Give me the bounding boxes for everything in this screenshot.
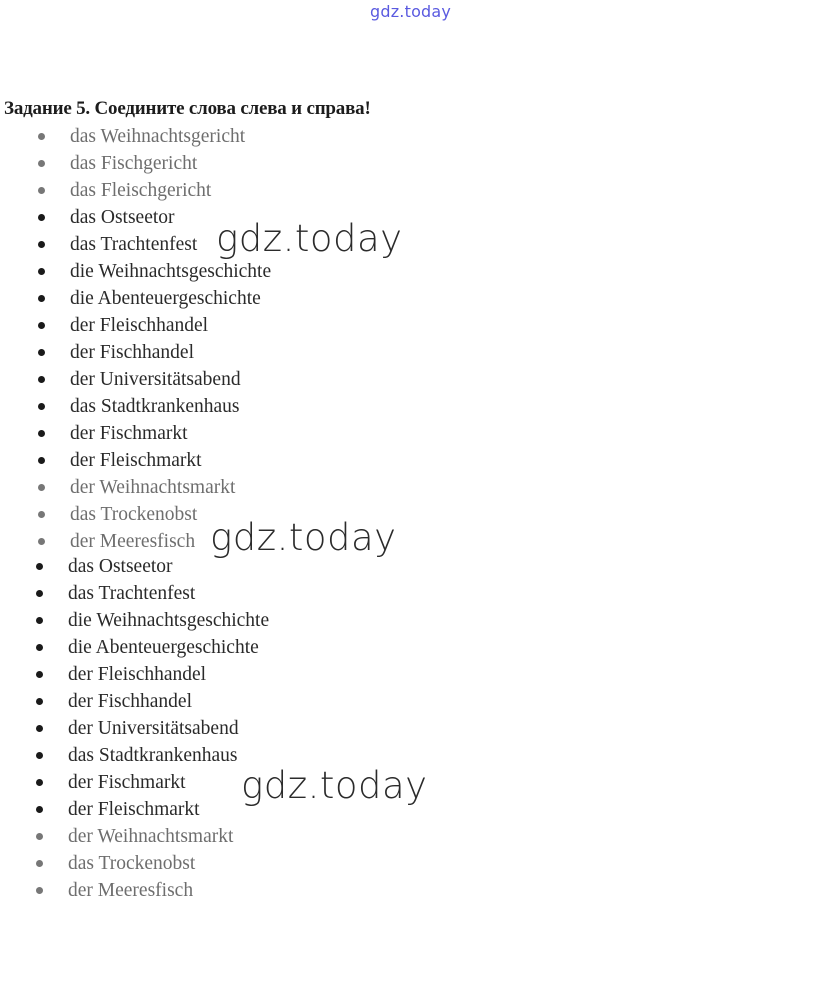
- list-item-text: die Weihnachtsgeschichte: [70, 261, 272, 282]
- bullet-icon: [36, 671, 43, 678]
- bullet-icon: [38, 376, 45, 383]
- bullet-icon: [38, 322, 45, 329]
- bullet-icon: [36, 617, 43, 624]
- bullet-icon: [36, 779, 43, 786]
- list-item-text: das Trachtenfest: [68, 583, 196, 604]
- list-item-text: die Abenteuergeschichte: [68, 637, 259, 658]
- bullet-icon: [38, 538, 45, 545]
- bullet-icon: [38, 187, 45, 194]
- bullet-icon: [38, 403, 45, 410]
- bullet-icon: [36, 860, 43, 867]
- list-item-text: der Fischhandel: [68, 691, 193, 712]
- bullet-icon: [38, 511, 45, 518]
- bullet-icon: [38, 430, 45, 437]
- list-item-text: der Meeresfisch: [68, 880, 194, 901]
- list-item-text: der Fleischhandel: [68, 664, 207, 685]
- bullet-icon: [38, 133, 45, 140]
- list-item-text: der Universitätsabend: [68, 718, 239, 739]
- list-item-text: das Trockenobst: [68, 853, 196, 874]
- list-item-text: der Fleischmarkt: [68, 799, 200, 820]
- bullet-icon: [36, 887, 43, 894]
- bullet-icon: [38, 484, 45, 491]
- list-item-text: der Fleischhandel: [70, 315, 209, 336]
- bullet-icon: [38, 214, 45, 221]
- bullet-icon: [38, 457, 45, 464]
- list-item-text: das Stadtkrankenhaus: [68, 745, 238, 766]
- site-watermark: gdz.today: [370, 2, 452, 21]
- list-item-text: der Meeresfisch: [70, 531, 196, 552]
- watermark-text: gdz.today: [241, 764, 428, 807]
- list-item-text: die Weihnachtsgeschichte: [68, 610, 270, 631]
- list-item-text: das Trockenobst: [70, 504, 198, 525]
- list-item-text: das Fleischgericht: [70, 180, 212, 201]
- bullet-icon: [38, 241, 45, 248]
- bullet-icon: [36, 833, 43, 840]
- bullet-icon: [38, 160, 45, 167]
- bullet-icon: [38, 268, 45, 275]
- bullet-icon: [36, 806, 43, 813]
- list-item-text: das Ostseetor: [70, 207, 175, 228]
- bullet-icon: [36, 590, 43, 597]
- list-item-text: das Fischgericht: [70, 153, 198, 174]
- list-item-text: der Universitätsabend: [70, 369, 241, 390]
- bullet-icon: [36, 698, 43, 705]
- list-item-text: der Weihnachtsmarkt: [68, 826, 234, 847]
- watermark-text: gdz.today: [216, 217, 403, 260]
- bullet-icon: [36, 563, 43, 570]
- bullet-icon: [38, 349, 45, 356]
- page-title: Задание 5. Соедините слова слева и справа!: [4, 98, 371, 119]
- list-item-text: das Ostseetor: [68, 556, 173, 577]
- list-item-text: der Fischmarkt: [68, 772, 186, 793]
- list-item-text: das Weihnachtsgericht: [70, 126, 246, 147]
- list-item-text: das Stadtkrankenhaus: [70, 396, 240, 417]
- bullet-icon: [38, 295, 45, 302]
- list-item-text: der Fleischmarkt: [70, 450, 202, 471]
- watermark-text: gdz.today: [210, 516, 397, 559]
- list-item-text: das Trachtenfest: [70, 234, 198, 255]
- bullet-icon: [36, 752, 43, 759]
- list-item-text: der Fischmarkt: [70, 423, 188, 444]
- list-item-text: der Weihnachtsmarkt: [70, 477, 236, 498]
- bullet-icon: [36, 644, 43, 651]
- list-item-text: die Abenteuergeschichte: [70, 288, 261, 309]
- list-item-text: der Fischhandel: [70, 342, 195, 363]
- bullet-icon: [36, 725, 43, 732]
